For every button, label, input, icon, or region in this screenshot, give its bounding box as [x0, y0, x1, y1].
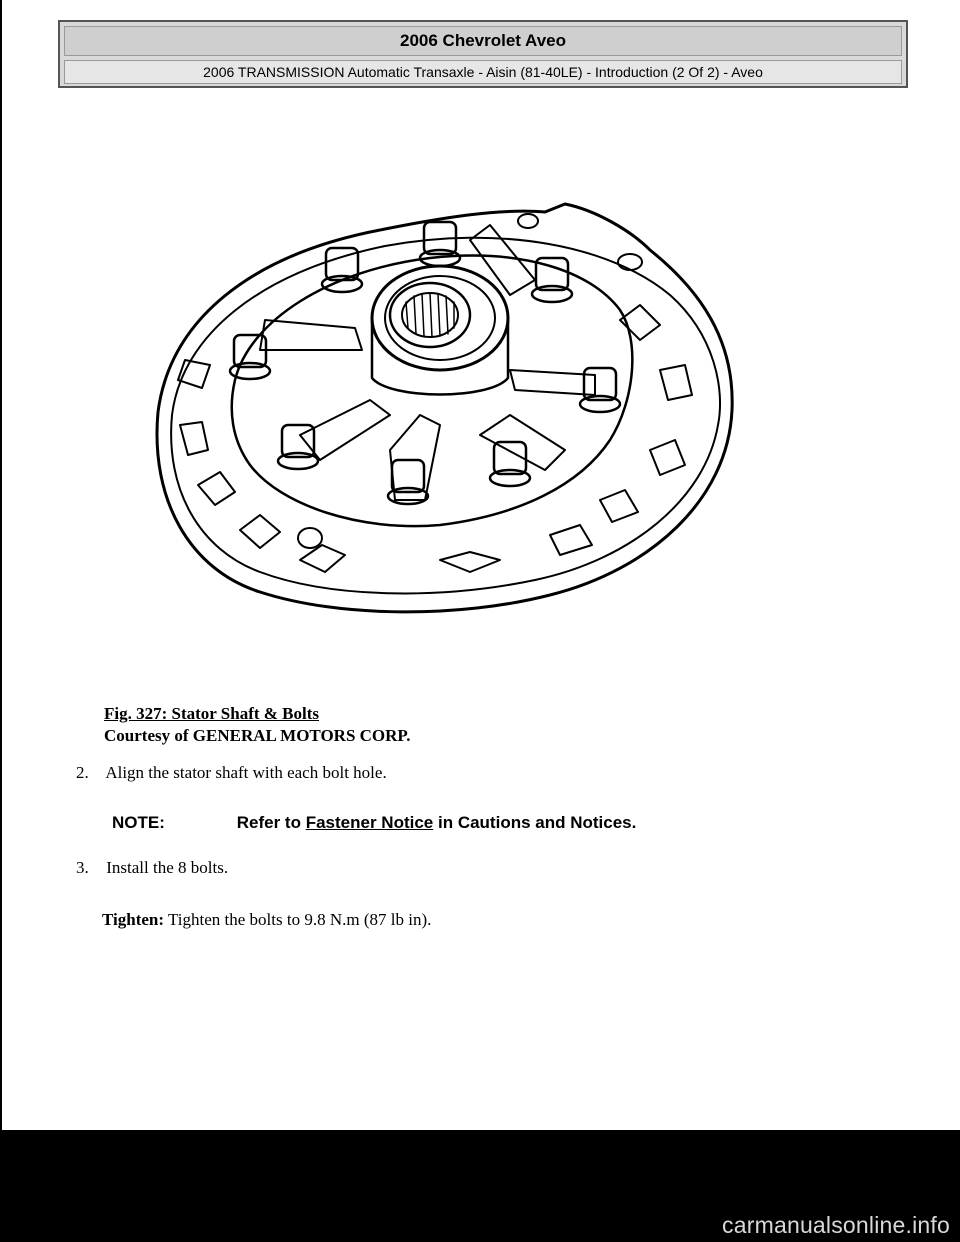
watermark: carmanualsonline.info — [722, 1212, 950, 1238]
figure-caption — [104, 703, 411, 747]
document-header — [58, 20, 908, 88]
fastener-notice-link[interactable]: Fastener Notice — [305, 813, 434, 832]
document-title: 2006 Chevrolet Aveo — [64, 26, 902, 56]
step-3 — [76, 858, 228, 878]
step-number: 3. — [76, 858, 89, 877]
tighten-text: Tighten the bolts to 9.8 N.m (87 lb in). — [168, 910, 432, 929]
tighten-spec — [102, 910, 431, 930]
document-subtitle: 2006 TRANSMISSION Automatic Transaxle - Aisin (81-40LE) - Introduction (2 Of 2) - Aveo — [64, 60, 902, 84]
note-label: NOTE: — [112, 813, 165, 832]
note-box — [112, 813, 636, 833]
stator-shaft-illustration — [140, 200, 740, 620]
note-suffix: in Cautions and Notices. — [437, 813, 637, 832]
step-text: Install the 8 bolts. — [106, 858, 229, 877]
figure-caption-link[interactable]: Fig. 327: Stator Shaft & Bolts — [104, 704, 320, 723]
step-2 — [76, 763, 387, 783]
page-left-border — [0, 0, 2, 1130]
step-text: Align the stator shaft with each bolt hole. — [105, 763, 387, 782]
step-number: 2. — [76, 763, 89, 782]
figure-courtesy: Courtesy of GENERAL MOTORS CORP. — [104, 726, 411, 745]
tighten-label: Tighten: — [102, 910, 165, 929]
note-prefix: Refer to — [236, 813, 301, 832]
